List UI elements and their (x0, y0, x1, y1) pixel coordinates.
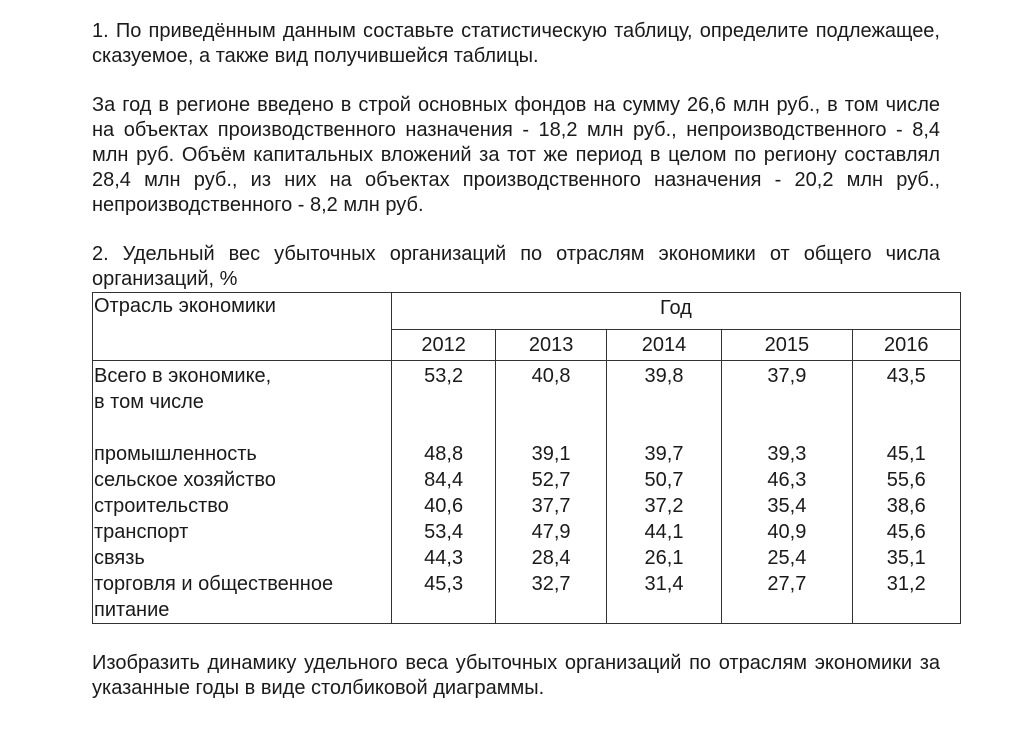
value-cell: 40,8 (531, 365, 571, 387)
task1-data-text: За год в регионе введено в строй основных фондов на сумму 26,6 млн руб., в том числе на объектах производственного назначения - 18,2 млн руб., непроизводственного - 8,4 млн руб. Объём капитальных вложений за тот же период в целом по региону составлял 28,4 млн руб., из них на объектах производственного назначения - 20,2 млн руб., непроизводственного - 8,2 млн руб. (92, 94, 940, 216)
value-cell: 44,3 (424, 547, 464, 569)
document-page (92, 19, 940, 701)
value-cell: 44,1 (644, 521, 684, 543)
value-cell: 52,7 (531, 469, 571, 491)
branch-label: торговля и общественное (94, 573, 334, 595)
value-cell: 26,1 (644, 547, 684, 569)
value-cell (722, 415, 851, 441)
branch-label: транспорт (94, 521, 189, 543)
values-2015-column (722, 361, 852, 624)
value-cell (392, 597, 496, 623)
branch-label: промышленность (94, 443, 257, 465)
value-cell: 39,3 (767, 443, 807, 465)
value-cell (722, 597, 851, 623)
value-cell (496, 389, 605, 415)
value-cell: 45,3 (424, 573, 464, 595)
branch-label: питание (94, 599, 170, 621)
loss-making-organizations-table (92, 292, 961, 624)
value-cell: 32,7 (531, 573, 571, 595)
value-cell: 55,6 (886, 469, 926, 491)
task2-title: 2. Удельный вес убыточных организаций по отраслям экономики от общего числа организаций, % (92, 243, 940, 290)
branch-label: строительство (94, 495, 229, 517)
header-branch: Отрасль экономики (93, 293, 392, 361)
value-cell (607, 415, 721, 441)
value-cell: 84,4 (424, 469, 464, 491)
values-2013-column (496, 361, 606, 624)
value-cell: 39,8 (644, 365, 684, 387)
year-2014: 2014 (606, 330, 721, 361)
value-cell: 45,6 (886, 521, 926, 543)
table-body-row (93, 361, 961, 624)
branch-label: сельское хозяйство (94, 469, 276, 491)
year-2015: 2015 (722, 330, 852, 361)
value-cell: 27,7 (767, 573, 807, 595)
value-cell: 35,1 (886, 547, 926, 569)
value-cell: 53,4 (424, 521, 464, 543)
value-cell: 28,4 (531, 547, 571, 569)
value-cell: 37,2 (644, 495, 684, 517)
header-year: Год (391, 293, 960, 330)
branch-column (93, 361, 392, 624)
value-cell: 53,2 (424, 365, 464, 387)
value-cell: 38,6 (886, 495, 926, 517)
value-cell: 40,9 (767, 521, 807, 543)
value-cell (392, 389, 496, 415)
value-cell (607, 389, 721, 415)
value-cell (496, 597, 605, 623)
values-2016-column (852, 361, 961, 624)
year-2016: 2016 (852, 330, 961, 361)
value-cell: 35,4 (767, 495, 807, 517)
value-cell: 47,9 (531, 521, 571, 543)
value-cell: 39,1 (531, 443, 571, 465)
value-cell (607, 597, 721, 623)
value-cell: 48,8 (424, 443, 464, 465)
value-cell: 40,6 (424, 495, 464, 517)
task1-prompt: 1. По приведённым данным составьте статистическую таблицу, определите подлежащее, сказуемое, а также вид получившейся таблицы. (92, 20, 940, 67)
value-cell: 39,7 (644, 443, 684, 465)
values-2014-column (606, 361, 721, 624)
value-cell (722, 389, 851, 415)
value-cell (853, 597, 961, 623)
value-cell: 45,1 (886, 443, 926, 465)
value-cell (853, 389, 961, 415)
value-cell: 25,4 (767, 547, 807, 569)
value-cell: 37,7 (531, 495, 571, 517)
branch-label: связь (94, 547, 145, 569)
value-cell (496, 415, 605, 441)
task2-instruction: Изобразить динамику удельного веса убыточных организаций по отраслям экономики за указанные годы в виде столбиковой диаграммы. (92, 652, 940, 699)
value-cell: 50,7 (644, 469, 684, 491)
value-cell: 31,4 (644, 573, 684, 595)
branch-label (93, 415, 391, 441)
value-cell (853, 415, 961, 441)
value-cell: 31,2 (886, 573, 926, 595)
year-2013: 2013 (496, 330, 606, 361)
branch-label: в том числе (94, 391, 204, 413)
branch-label: Всего в экономике, (94, 365, 272, 387)
value-cell: 46,3 (767, 469, 807, 491)
value-cell: 43,5 (886, 365, 926, 387)
value-cell: 37,9 (767, 365, 807, 387)
values-2012-column (391, 361, 496, 624)
value-cell (392, 415, 496, 441)
year-2012: 2012 (391, 330, 496, 361)
